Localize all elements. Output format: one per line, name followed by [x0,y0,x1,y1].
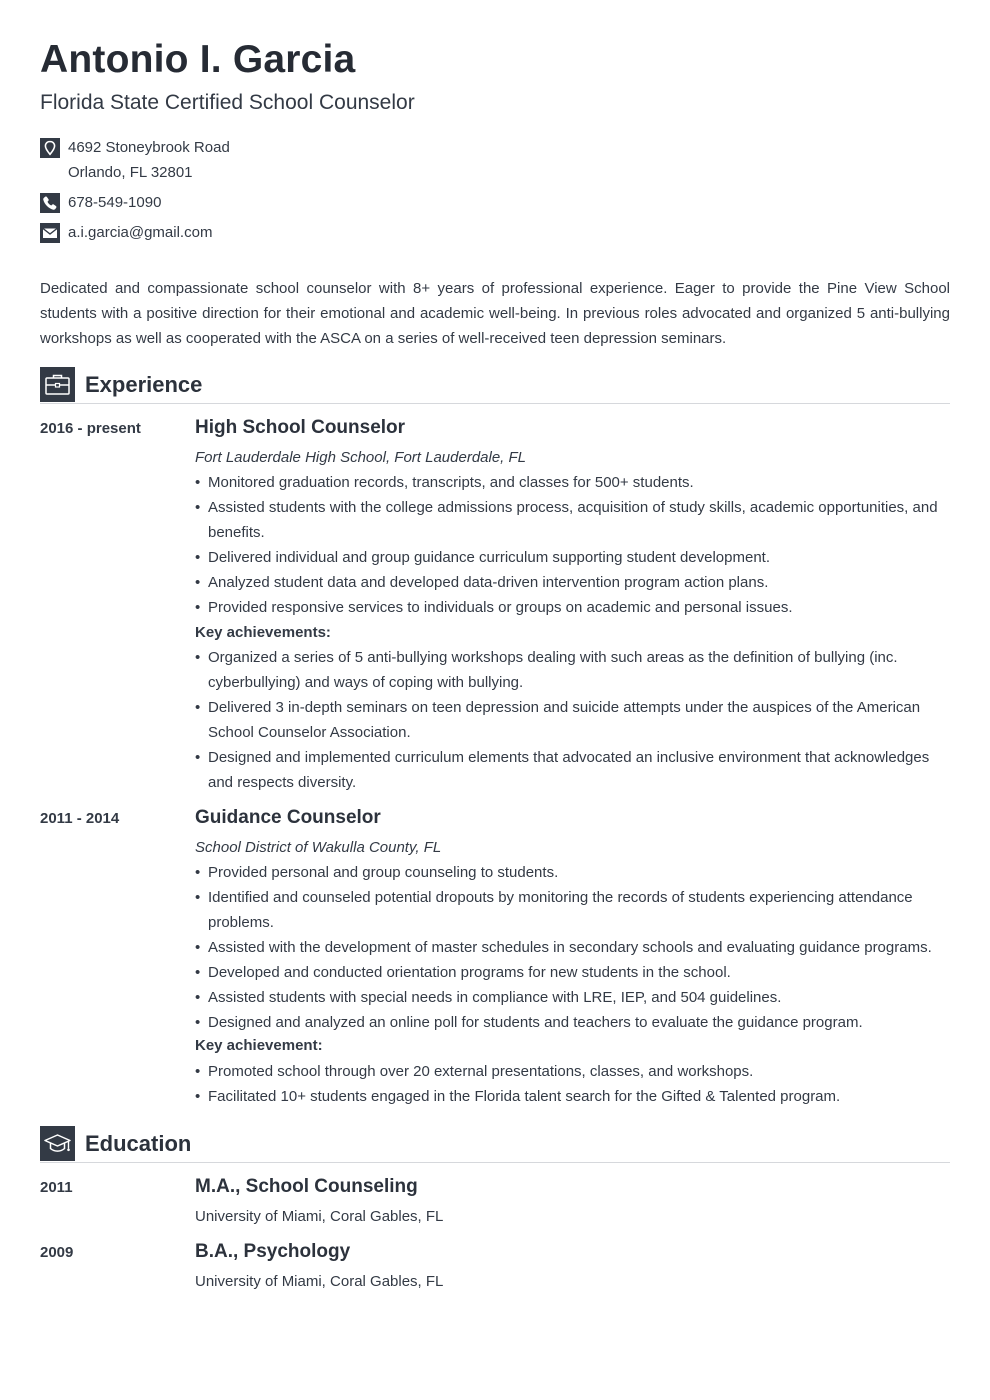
job-duties-list [195,860,950,1035]
list-item: • Delivered individual and group guidance curriculum supporting student development. [195,549,771,566]
education-year: 2011 [40,1179,73,1196]
experience-section-header [40,367,950,404]
address-line-2: Orlando, FL 32801 [68,164,193,181]
job-duties-list [195,470,950,620]
envelope-icon [40,223,60,243]
degree-title: B.A., Psychology [195,1241,351,1262]
list-item: • Provided responsive services to individuals or groups on academic and personal issues. [195,599,793,616]
education-year: 2009 [40,1244,74,1261]
list-item: • Assisted students with special needs in compliance with LRE, IEP, and 504 guidelines. [195,989,782,1006]
school-name: University of Miami, Coral Gables, FL [195,1273,444,1290]
list-item: • Promoted school through over 20 external presentations, classes, and workshops. [195,1063,754,1080]
candidate-name: Antonio I. Garcia [40,38,356,81]
list-item: • Delivered 3 in-depth seminars on teen depression and suicide attempts under the auspices of the American School Counselor Association. [195,699,921,741]
experience-heading: Experience [85,372,203,397]
job-employer: School District of Wakulla County, FL [195,839,442,856]
phone-number: 678-549-1090 [68,194,162,211]
list-item: • Provided personal and group counseling to students. [195,864,559,881]
list-item: • Assisted students with the college admissions process, acquisition of study skills, academic opportunities, and benefits. [195,499,938,541]
list-item: • Organized a series of 5 anti-bullying workshops dealing with such areas as the definition of bullying (inc. cyberbullying) and ways of coping with bullying. [195,649,898,691]
list-item: • Developed and conducted orientation programs for new students in the school. [195,964,731,981]
job-achievements-list [195,1059,950,1109]
education-heading: Education [85,1131,192,1156]
list-item: • Designed and analyzed an online poll for students and teachers to evaluate the guidance program. [195,1014,863,1031]
job-dates: 2011 - 2014 [40,810,120,827]
job-title: High School Counselor [195,417,406,438]
list-item: • Identified and counseled potential dropouts by monitoring the records of students experiencing attendance problems. [195,889,913,931]
candidate-title: Florida State Certified School Counselor [40,91,415,114]
job-dates: 2016 - present [40,420,141,437]
address-line-1: 4692 Stoneybrook Road [68,139,230,156]
job-employer: Fort Lauderdale High School, Fort Lauderdale, FL [195,449,527,466]
email-address: a.i.garcia@gmail.com [68,224,213,241]
job-achievements-list [195,645,950,795]
briefcase-icon [40,367,75,402]
list-item: • Designed and implemented curriculum elements that advocated an inclusive environment that acknowledges and respects diversity. [195,749,930,791]
phone-icon [40,193,60,213]
profile-summary: Dedicated and compassionate school counselor with 8+ years of professional experience. Eager to provide the Pine View School students with a positive direction for their emotional and academic well-being. In previous roles advocated and organized 5 anti-bullying workshops as well as cooperated with the ASCA on a series of well-received teen depression seminars. [40,280,950,347]
key-achievements-label: Key achievement: [195,1037,323,1054]
list-item: • Assisted with the development of master schedules in secondary schools and evaluating guidance programs. [195,939,932,956]
list-item: • Monitored graduation records, transcripts, and classes for 500+ students. [195,474,694,491]
job-title: Guidance Counselor [195,807,381,828]
graduation-cap-icon [40,1126,75,1161]
school-name: University of Miami, Coral Gables, FL [195,1208,444,1225]
key-achievements-label: Key achievements: [195,624,331,641]
degree-title: M.A., School Counseling [195,1176,418,1197]
education-section-header [40,1126,950,1163]
list-item: • Analyzed student data and developed data-driven intervention program action plans. [195,574,769,591]
map-pin-icon [40,138,60,158]
list-item: • Facilitated 10+ students engaged in the Florida talent search for the Gifted & Talented program. [195,1088,841,1105]
